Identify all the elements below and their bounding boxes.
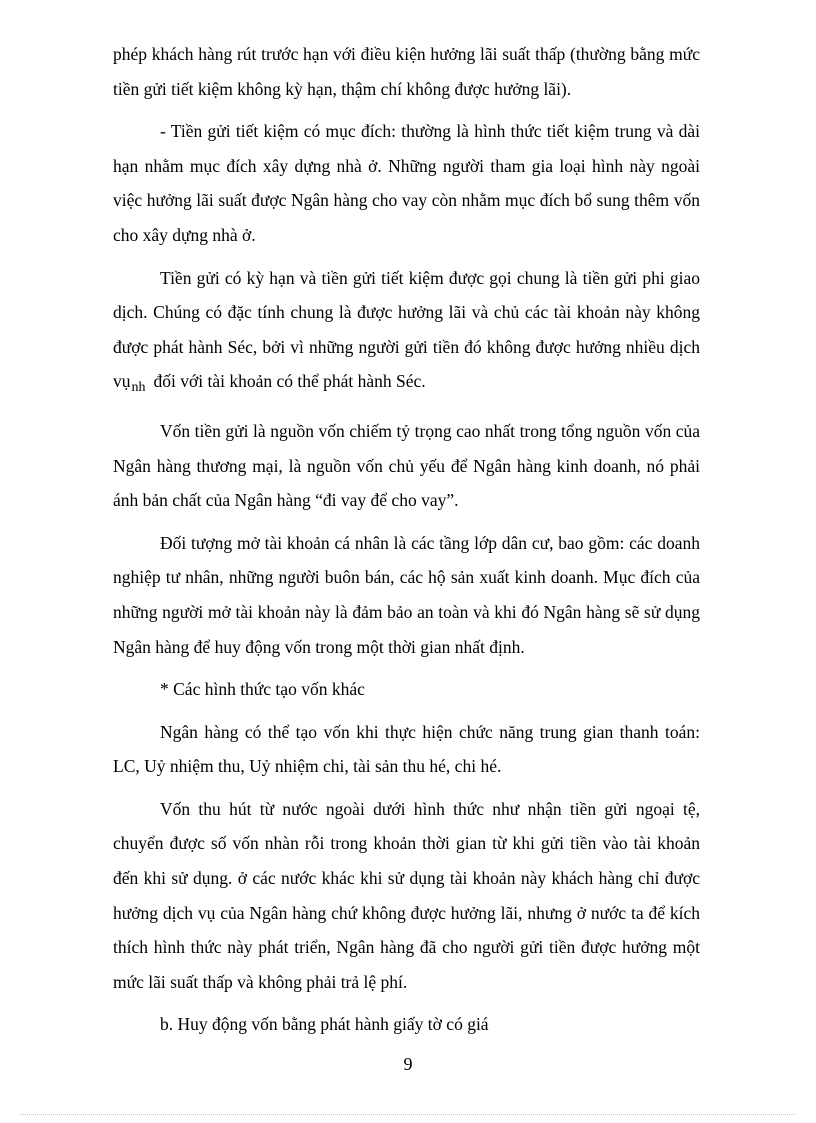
paragraph-payment-intermediary: Ngân hàng có thể tạo vốn khi thực hiện chức năng trung gian thanh toán: LC, Uỷ nhiệm thu, Uỷ nhiệm chi, tài sản thu hé, chi hé.	[113, 721, 700, 777]
page-number: 9	[403, 1054, 413, 1074]
section-heading-valuable-papers: b. Huy động vốn bằng phát hành giấy tờ có giá	[160, 1014, 489, 1035]
body-text	[113, 37, 700, 1042]
paragraph-continuation: phép khách hàng rút trước hạn với điều kiện hưởng lãi suất thấp (thường bằng mức tiền gửi tiết kiệm không kỳ hạn, thậm chí không được hưởng lãi).	[113, 44, 700, 99]
footer-divider	[20, 1114, 796, 1115]
paragraph-text-after-subscript: đối với tài khoản có thể phát hành Séc.	[153, 371, 426, 392]
paragraph-savings-purpose: - Tiền gửi tiết kiệm có mục đích: thường là hình thức tiết kiệm trung và dài hạn nhằm mục đích xây dựng nhà ở. Những người tham gia loại hình này ngoài việc hưởng lãi suất được Ngân hàng cho vay còn nhằm mục đích bổ sung thêm vốn cho xây dựng nhà ở.	[113, 121, 700, 245]
paragraph-personal-accounts: Đối tượng mở tài khoản cá nhân là các tầng lớp dân cư, bao gồm: các doanh nghiệp tư nhân, những người buôn bán, các hộ sản xuất kinh doanh. Mục đích của những người mở tài khoản này là đảm bảo an toàn và khi đó Ngân hàng sẽ sử dụng Ngân hàng để huy động vốn trong một thời gian nhất định.	[113, 532, 700, 657]
subscript-note: nh	[131, 380, 146, 396]
paragraph-deposit-capital: Vốn tiền gửi là nguồn vốn chiếm tỷ trọng cao nhất trong tổng nguồn vốn của Ngân hàng thương mại, là nguồn vốn chủ yếu để Ngân hàng kinh doanh, nó phải ánh bản chất của Ngân hàng “đi vay để cho vay”.	[113, 420, 700, 511]
paragraph-non-transaction-deposits	[113, 261, 700, 406]
paragraph-foreign-capital: Vốn thu hút từ nước ngoài dưới hình thức như nhận tiền gửi ngoại tệ, chuyển được số vốn nhàn rỗi trong khoản thời gian từ khi gửi tiền vào tài khoản đến khi sử dụng. ở các nước khác khi sử dụng tài khoản này khách hàng chỉ được hưởng dịch vụ của Ngân hàng chứ không được hưởng lãi, nhưng ở nước ta để kích thích hình thức này phát triển, Ngân hàng đã cho người gửi tiền được hưởng một mức lãi suất thấp và không phải trả lệ phí.	[113, 798, 700, 992]
paragraph-text-before-subscript: Tiền gửi có kỳ hạn và tiền gửi tiết kiệm được gọi chung là tiền gửi phi giao dịch. Chúng có đặc tính chung là được hưởng lãi và chủ các tài khoản này không được phát hành Séc, bởi vì những người gửi tiền đó không được hưởng nhiều dịch vụ	[113, 267, 700, 392]
section-heading-other-forms: * Các hình thức tạo vốn khác	[160, 679, 365, 700]
